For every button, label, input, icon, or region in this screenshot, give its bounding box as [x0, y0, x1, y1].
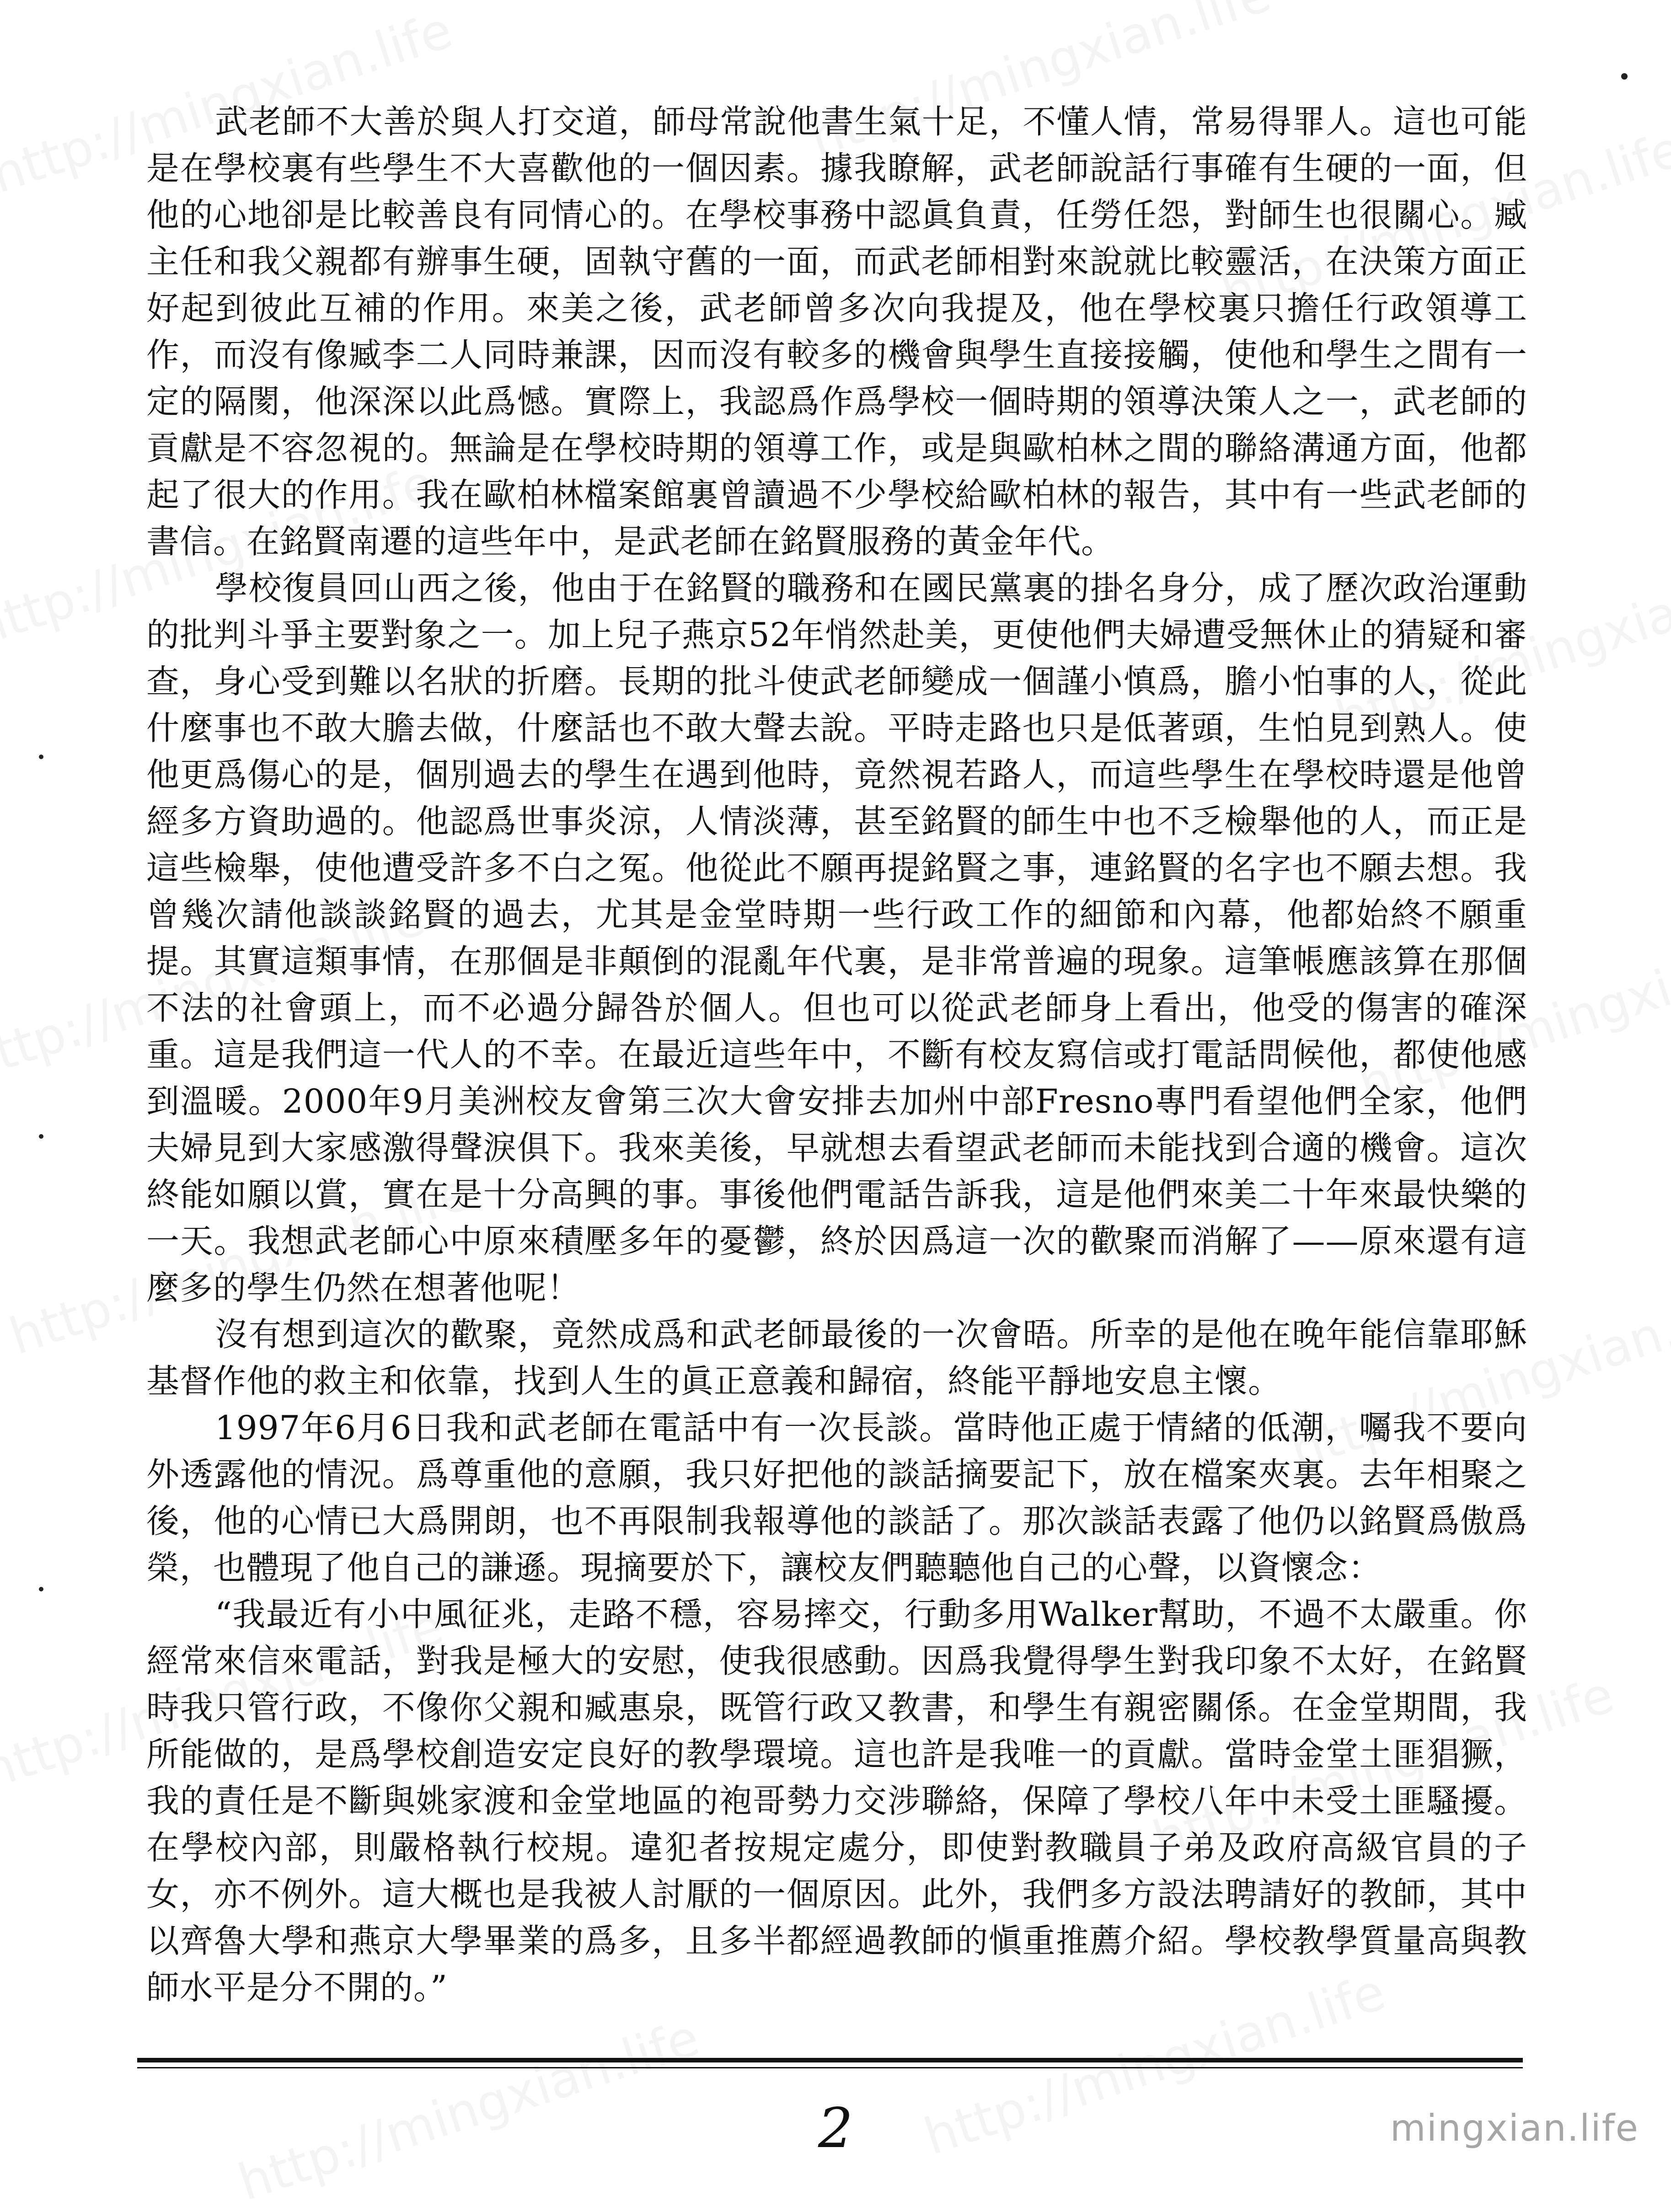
paragraph: 武老師不大善於與人打交道，師母常說他書生氣十足，不懂人情，常易得罪人。這也可能是在學校裏有些學生不大喜歡他的一個因素。據我瞭解，武老師說話行事確有生硬的一面，但他的心地卻是比較善良有同情心的。在學校事務中認眞負責，任勞任怨，對師生也很關心。臧主任和我父親都有辦事生硬，固執守舊的一面，而武老師相對來說就比較靈活，在決策方面正好起到彼此互補的作用。來美之後，武老師曾多次向我提及，他在學校裏只擔任行政領導工作，而沒有像臧李二人同時兼課，因而沒有較多的機會與學生直接接觸，使他和學生之間有一定的隔閡，他深深以此爲憾。實際上，我認爲作爲學校一個時期的領導決策人之一，武老師的貢獻是不容忽視的。無論是在學校時期的領導工作，或是與歐柏林之間的聯絡溝通方面，他都起了很大的作用。我在歐柏林檔案館裏曾讀過不少學校給歐柏林的報告，其中有一些武老師的書信。在銘賢南遷的這些年中，是武老師在銘賢服務的黃金年代。 [146, 102, 1527, 561]
rule-thin [137, 2067, 1523, 2068]
article-body [146, 98, 1527, 2011]
paragraph: 沒有想到這次的歡聚，竟然成爲和武老師最後的一次會晤。所幸的是他在晚年能信靠耶穌基督作他的救主和依靠，找到人生的眞正意義和歸宿，終能平靜地安息主懷。 [146, 1315, 1527, 1400]
watermark-footer: mingxian.life [1390, 2107, 1639, 2149]
quote-paragraph: “我最近有小中風征兆，走路不穩，容易摔交，行動多用Walker幫助，不過不太嚴重。你經常來信來電話，對我是極大的安慰，使我很感動。因爲我覺得學生對我印象不太好，在銘賢時我只管行政，不像你父親和臧惠泉，既管行政又教書，和學生有親密關係。在金堂期間，我所能做的，是爲學校創造安定良好的教學環境。這也許是我唯一的貢獻。當時金堂土匪猖獗，我的責任是不斷與姚家渡和金堂地區的袍哥勢力交涉聯絡，保障了學校八年中未受土匪騷擾。在學校內部，則嚴格執行校規。違犯者按規定處分，即使對教職員子弟及政府高級官員的子女，亦不例外。這大概也是我被人討厭的一個原因。此外，我們多方設法聘請好的教師，其中以齊魯大學和燕京大學畢業的爲多，且多半都經過教師的愼重推薦介紹。學校教學質量高與教師水平是分不開的。” [146, 1595, 1527, 2007]
paragraph: 1997年6月6日我和武老師在電話中有一次長談。當時他正處于情緒的低潮，囑我不要向外透露他的情況。爲尊重他的意願，我只好把他的談話摘要記下，放在檔案夾裏。去年相聚之後，他的心情已大爲開朗，也不再限制我報導他的談話了。那次談話表露了他仍以銘賢爲傲爲榮，也體現了他自己的謙遜。現摘要於下，讓校友們聽聽他自己的心聲，以資懷念： [146, 1409, 1527, 1587]
scan-speck [39, 755, 43, 759]
scan-speck [1621, 73, 1628, 80]
rule-thick [137, 2058, 1523, 2062]
scan-speck [39, 1134, 43, 1139]
scan-speck [39, 1587, 43, 1591]
page-number: 2 [818, 2097, 853, 2160]
paragraph: 學校復員回山西之後，他由于在銘賢的職務和在國民黨裏的掛名身分，成了歷次政治運動的批判斗爭主要對象之一。加上兒子燕京52年悄然赴美，更使他們夫婦遭受無休止的猜疑和審查，身心受到難以名狀的折磨。長期的批斗使武老師變成一個謹小慎爲，膽小怕事的人，從此什麼事也不敢大膽去做，什麼話也不敢大聲去說。平時走路也只是低著頭，生怕見到熟人。使他更爲傷心的是，個別過去的學生在遇到他時，竟然視若路人，而這些學生在學校時還是他曾經多方資助過的。他認爲世事炎涼，人情淡薄，甚至銘賢的師生中也不乏檢舉他的人，而正是這些檢舉，使他遭受許多不白之冤。他從此不願再提銘賢之事，連銘賢的名字也不願去想。我曾幾次請他談談銘賢的過去，尤其是金堂時期一些行政工作的細節和內幕，他都始終不願重提。其實這類事情，在那個是非顛倒的混亂年代裏，是非常普遍的現象。這筆帳應該算在那個不法的社會頭上，而不必過分歸咎於個人。但也可以從武老師身上看出，他受的傷害的確深重。這是我們這一代人的不幸。在最近這些年中，不斷有校友寫信或打電話問候他，都使他感到溫暖。2000年9月美洲校友會第三次大會安排去加州中部Fresno專門看望他們全家，他們夫婦見到大家感激得聲淚俱下。我來美後，早就想去看望武老師而未能找到合適的機會。這次終能如願以賞，實在是十分高興的事。事後他們電話告訴我，這是他們來美二十年來最快樂的一天。我想武老師心中原來積壓多年的憂鬱，終於因爲這一次的歡聚而消解了——原來還有這麼多的學生仍然在想著他呢！ [146, 569, 1527, 1307]
footer-rule [137, 2058, 1523, 2068]
